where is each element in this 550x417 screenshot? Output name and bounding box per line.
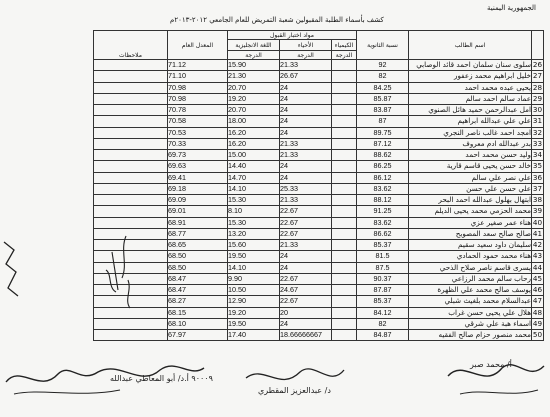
biology-grade: 22.67 <box>280 206 332 217</box>
biology-grade: 24 <box>280 93 332 104</box>
col-notes-header: ملاحظات <box>94 31 168 60</box>
notes-cell <box>94 93 168 104</box>
chemistry-grade <box>332 330 357 341</box>
row-index: 38 <box>532 195 543 205</box>
english-grade: 12.90 <box>228 296 280 307</box>
signature-center: د/ عبدالعزيز المقطري <box>258 386 331 395</box>
row-index: 33 <box>532 138 543 148</box>
student-name: هناء محمد حمود الحمادي <box>409 251 532 262</box>
table-row <box>94 116 544 127</box>
table-row <box>94 285 544 296</box>
chemistry-grade <box>332 318 357 329</box>
secondary-percentage: 91.25 <box>357 206 409 217</box>
student-name: خليل ابراهيم محمد زعفور <box>409 71 532 82</box>
general-average: 67.97 <box>168 330 228 341</box>
secondary-percentage: 81.5 <box>357 251 409 262</box>
table-row <box>94 307 544 318</box>
chemistry-grade <box>332 127 357 138</box>
row-index: 43 <box>532 251 543 261</box>
signature-left-scribble <box>0 354 210 414</box>
col-secondary-header: نسبة الثانوية <box>357 31 409 60</box>
secondary-percentage: 84.25 <box>357 82 409 93</box>
secondary-percentage: 87 <box>357 116 409 127</box>
student-name: ابتهال بهلول عبدالله احمد البحر <box>409 195 532 206</box>
table-row <box>94 60 544 71</box>
english-grade: 21.30 <box>228 71 280 82</box>
notes-cell <box>94 105 168 116</box>
chemistry-grade <box>332 285 357 296</box>
students-table <box>93 30 544 341</box>
row-index: 35 <box>532 161 543 171</box>
biology-grade: 21.33 <box>280 60 332 71</box>
student-name: هناء عمر صغير عزي <box>409 217 532 228</box>
general-average: 68.10 <box>168 318 228 329</box>
english-grade: 14.10 <box>228 183 280 194</box>
english-grade: 14.40 <box>228 161 280 172</box>
row-index: 50 <box>532 330 543 340</box>
general-average: 69.09 <box>168 195 228 206</box>
general-average: 68.91 <box>168 217 228 228</box>
table-row <box>94 172 544 183</box>
secondary-percentage: 87.12 <box>357 138 409 149</box>
general-average: 69.63 <box>168 161 228 172</box>
secondary-percentage: 92 <box>357 60 409 71</box>
biology-grade: 24 <box>280 161 332 172</box>
chemistry-grade <box>332 93 357 104</box>
left-margin-mark <box>0 238 22 300</box>
row-index: 30 <box>532 105 543 115</box>
notes-cell <box>94 82 168 93</box>
biology-grade: 21.33 <box>280 195 332 206</box>
row-index: 42 <box>532 240 543 250</box>
table-row <box>94 240 544 251</box>
table-row <box>94 150 544 161</box>
chemistry-grade <box>332 105 357 116</box>
secondary-percentage: 88.12 <box>357 195 409 206</box>
notes-cell <box>94 172 168 183</box>
english-grade: 19.20 <box>228 93 280 104</box>
col-name-header: اسم الطالب <box>409 31 532 60</box>
english-grade: 20.70 <box>228 82 280 93</box>
student-name: علي نصر علي سالم <box>409 172 532 183</box>
biology-grade: 22.67 <box>280 217 332 228</box>
notes-cell <box>94 138 168 149</box>
general-average: 70.78 <box>168 105 228 116</box>
english-grade: 18.00 <box>228 116 280 127</box>
general-average: 70.98 <box>168 82 228 93</box>
row-index: 31 <box>532 116 543 126</box>
biology-grade: 22.67 <box>280 296 332 307</box>
english-grade: 19.50 <box>228 318 280 329</box>
student-name: عماد سالم احمد سالم <box>409 93 532 104</box>
table-row <box>94 318 544 329</box>
chemistry-grade <box>332 172 357 183</box>
student-name: صالح صالح سعد المصوبح <box>409 228 532 239</box>
general-average: 70.58 <box>168 116 228 127</box>
english-grade: 8.10 <box>228 206 280 217</box>
secondary-percentage: 87.5 <box>357 262 409 273</box>
secondary-percentage: 86.25 <box>357 161 409 172</box>
table-row <box>94 228 544 239</box>
chemistry-grade <box>332 183 357 194</box>
table-row <box>94 273 544 284</box>
notes-cell <box>94 206 168 217</box>
notes-cell <box>94 330 168 341</box>
chemistry-grade <box>332 116 357 127</box>
country-heading: الجمهورية اليمنية <box>486 4 536 12</box>
row-index: 40 <box>532 217 543 227</box>
biology-grade: 24 <box>280 116 332 127</box>
student-name: وليد حسن محمد احمد <box>409 150 532 161</box>
row-index: 46 <box>532 285 543 295</box>
row-index: 45 <box>532 273 543 283</box>
handwritten-note <box>98 230 138 320</box>
notes-cell <box>94 161 168 172</box>
general-average: 69.01 <box>168 206 228 217</box>
row-index: 41 <box>532 228 543 238</box>
table-row <box>94 217 544 228</box>
chemistry-grade-header: الدرجة <box>332 51 357 60</box>
secondary-percentage: 84.12 <box>357 307 409 318</box>
english-grade: 14.70 <box>228 172 280 183</box>
general-average: 68.50 <box>168 262 228 273</box>
chemistry-grade <box>332 262 357 273</box>
secondary-percentage: 82 <box>357 318 409 329</box>
biology-grade: 21.33 <box>280 240 332 251</box>
english-grade: 17.40 <box>228 330 280 341</box>
table-row <box>94 138 544 149</box>
general-average: 70.33 <box>168 138 228 149</box>
signature-left: ٩٠٠٠٩ أ.د/ أبو المعاطي عبدالله <box>110 374 213 383</box>
row-index: 48 <box>532 307 543 317</box>
row-index: 28 <box>532 82 543 92</box>
student-name: محمد منصور حزام صالح الفقيه <box>409 330 532 341</box>
table-row <box>94 206 544 217</box>
general-average: 70.98 <box>168 93 228 104</box>
chemistry-grade <box>332 195 357 206</box>
english-grade: 9.90 <box>228 273 280 284</box>
chemistry-grade <box>332 71 357 82</box>
row-index: 34 <box>532 150 543 160</box>
row-index: 27 <box>532 71 543 81</box>
biology-grade: 18.66666667 <box>280 330 332 341</box>
biology-grade: 22.67 <box>280 228 332 239</box>
subjects-group-header: مواد اختبار القبول <box>228 31 357 40</box>
notes-cell <box>94 71 168 82</box>
table-row <box>94 296 544 307</box>
general-average: 69.18 <box>168 183 228 194</box>
student-name: يحيى عبده محمد احمد <box>409 82 532 93</box>
table-row <box>94 105 544 116</box>
row-index: 36 <box>532 172 543 182</box>
row-index: 26 <box>532 60 543 70</box>
student-name: اسماء هبة علي شرقي <box>409 318 532 329</box>
chemistry-grade <box>332 138 357 149</box>
student-name: يوسف صالح محمد علي الظهرة <box>409 285 532 296</box>
biology-grade: 26.67 <box>280 71 332 82</box>
student-name: هلال علي يحيى حسن غراب <box>409 307 532 318</box>
notes-cell <box>94 127 168 138</box>
student-name: سليمان داود سعيد سقيم <box>409 240 532 251</box>
row-index: 47 <box>532 296 543 306</box>
row-index: 32 <box>532 127 543 137</box>
table-row <box>94 183 544 194</box>
biology-grade: 24 <box>280 262 332 273</box>
secondary-percentage: 85.87 <box>357 93 409 104</box>
secondary-percentage: 85.37 <box>357 240 409 251</box>
secondary-percentage: 82 <box>357 71 409 82</box>
notes-cell <box>94 60 168 71</box>
secondary-percentage: 86.62 <box>357 228 409 239</box>
student-name: عبدالسلام محمد بلغيث شبلي <box>409 296 532 307</box>
table-body <box>94 60 544 341</box>
english-grade: 15.30 <box>228 217 280 228</box>
general-average: 68.15 <box>168 307 228 318</box>
student-name: علي علي عبدالله ابراهيم <box>409 116 532 127</box>
chemistry-grade <box>332 296 357 307</box>
student-name: سلوى سنان سلمان احمد قائد الوصابي <box>409 60 532 71</box>
biology-grade: 24 <box>280 105 332 116</box>
general-average: 69.41 <box>168 172 228 183</box>
student-name: رحاب سالم محمد الرزاعي <box>409 273 532 284</box>
biology-grade: 22.67 <box>280 273 332 284</box>
student-name: يسرى قاسم ناصر صلاح الذحي <box>409 262 532 273</box>
table-row <box>94 262 544 273</box>
table-row <box>94 127 544 138</box>
biology-grade-header: الدرجة <box>280 51 332 60</box>
biology-grade: 21.33 <box>280 138 332 149</box>
general-average: 71.12 <box>168 60 228 71</box>
chemistry-grade <box>332 206 357 217</box>
english-grade: 13.20 <box>228 228 280 239</box>
english-grade: 19.50 <box>228 251 280 262</box>
chemistry-grade <box>332 161 357 172</box>
col-chemistry-header: الكيمياء <box>332 40 357 51</box>
notes-cell <box>94 195 168 206</box>
chemistry-grade <box>332 228 357 239</box>
secondary-percentage: 87.87 <box>357 285 409 296</box>
secondary-percentage: 89.75 <box>357 127 409 138</box>
biology-grade: 24 <box>280 127 332 138</box>
secondary-percentage: 86.12 <box>357 172 409 183</box>
general-average: 68.50 <box>168 251 228 262</box>
secondary-percentage: 90.37 <box>357 273 409 284</box>
notes-cell <box>94 116 168 127</box>
row-index: 37 <box>532 183 543 193</box>
chemistry-grade <box>332 240 357 251</box>
table-row <box>94 330 544 341</box>
table-row <box>94 93 544 104</box>
general-average: 70.53 <box>168 127 228 138</box>
row-index: 39 <box>532 206 543 216</box>
english-grade: 16.20 <box>228 127 280 138</box>
signature-right: أ/ محمد صبر <box>470 360 512 369</box>
col-index-header <box>532 31 544 60</box>
chemistry-grade <box>332 60 357 71</box>
general-average: 71.10 <box>168 71 228 82</box>
chemistry-grade <box>332 150 357 161</box>
col-english-header: اللغة الانجليزية <box>228 40 280 51</box>
col-biology-header: الأحياء <box>280 40 332 51</box>
chemistry-grade <box>332 307 357 318</box>
general-average: 69.73 <box>168 150 228 161</box>
table-row <box>94 251 544 262</box>
student-name: خالد حسن يحيى قاسم قارية <box>409 161 532 172</box>
student-name: علي حسن علي حسن <box>409 183 532 194</box>
row-index: 49 <box>532 318 543 328</box>
student-name: امل عبدالرحمن حميد هائل الصنوي <box>409 105 532 116</box>
general-average: 68.65 <box>168 240 228 251</box>
general-average: 68.77 <box>168 228 228 239</box>
row-index: 44 <box>532 262 543 272</box>
english-grade: 20.70 <box>228 105 280 116</box>
student-name: محمد الحزمي محمد يحيى الديلم <box>409 206 532 217</box>
secondary-percentage: 88.62 <box>357 150 409 161</box>
biology-grade: 20 <box>280 307 332 318</box>
biology-grade: 24 <box>280 82 332 93</box>
english-grade: 15.60 <box>228 240 280 251</box>
general-average: 68.27 <box>168 296 228 307</box>
table-row <box>94 195 544 206</box>
secondary-percentage: 84.87 <box>357 330 409 341</box>
general-average: 68.47 <box>168 285 228 296</box>
col-average-header: المعدل العام <box>168 31 228 60</box>
chemistry-grade <box>332 251 357 262</box>
table-row <box>94 82 544 93</box>
table-row <box>94 161 544 172</box>
notes-cell <box>94 183 168 194</box>
biology-grade: 24 <box>280 172 332 183</box>
secondary-percentage: 85.37 <box>357 296 409 307</box>
biology-grade: 24 <box>280 251 332 262</box>
chemistry-grade <box>332 217 357 228</box>
secondary-percentage: 83.62 <box>357 217 409 228</box>
biology-grade: 21.33 <box>280 150 332 161</box>
english-grade: 19.20 <box>228 307 280 318</box>
biology-grade: 25.33 <box>280 183 332 194</box>
notes-cell <box>94 150 168 161</box>
english-grade-header: الدرجة <box>228 51 280 60</box>
biology-grade: 24.67 <box>280 285 332 296</box>
english-grade: 15.00 <box>228 150 280 161</box>
table-row <box>94 71 544 82</box>
row-index: 29 <box>532 93 543 103</box>
student-name: امجد احمد غالب ناصر النجري <box>409 127 532 138</box>
student-name: بدر عبدالله ادم معروف <box>409 138 532 149</box>
english-grade: 15.30 <box>228 195 280 206</box>
biology-grade: 24 <box>280 318 332 329</box>
chemistry-grade <box>332 82 357 93</box>
notes-cell <box>94 217 168 228</box>
document-title: كشف بأسماء الطلبة المقبولين شعبة التمريض للعام الجامعي ٢٠١٢-٢٠١٣م <box>170 16 384 24</box>
english-grade: 16.20 <box>228 138 280 149</box>
chemistry-grade <box>332 273 357 284</box>
general-average: 68.47 <box>168 273 228 284</box>
english-grade: 14.10 <box>228 262 280 273</box>
signature-center-scribble <box>240 358 350 408</box>
english-grade: 10.50 <box>228 285 280 296</box>
secondary-percentage: 83.87 <box>357 105 409 116</box>
english-grade: 15.90 <box>228 60 280 71</box>
secondary-percentage: 83.62 <box>357 183 409 194</box>
